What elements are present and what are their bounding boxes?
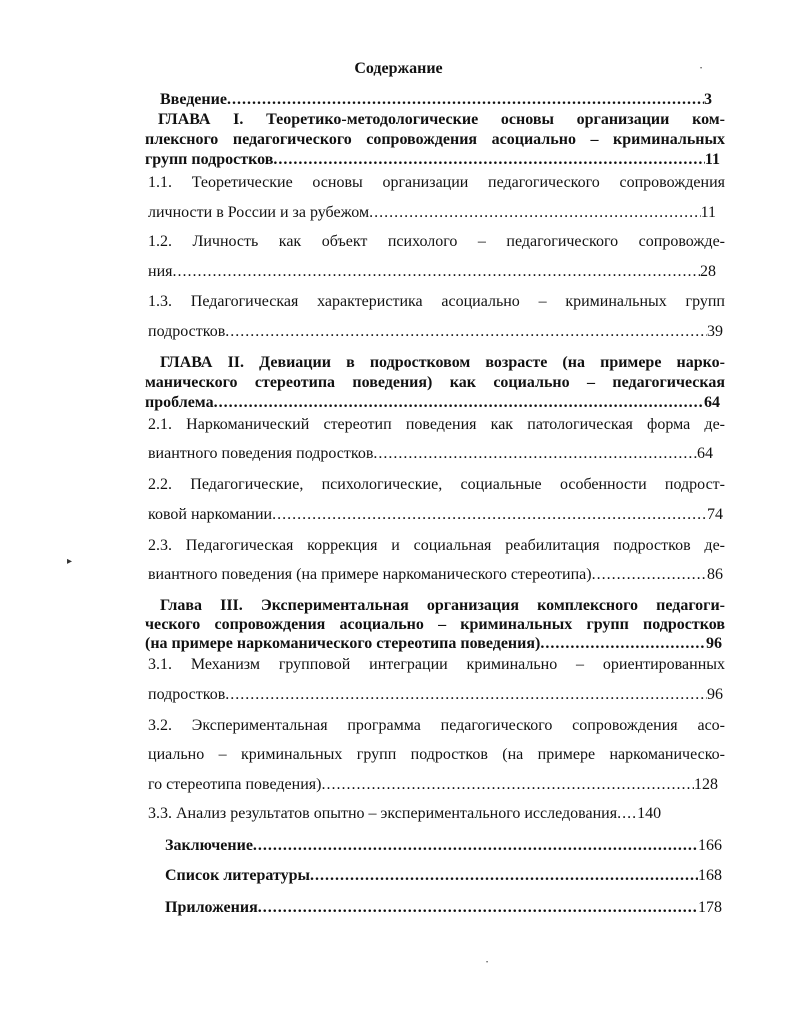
section-1-1-line-2: личности в России и за рубежом bbox=[148, 204, 370, 221]
section-1-3-last-line bbox=[148, 322, 723, 342]
conclusion-page: 166 bbox=[698, 837, 722, 854]
toc-entry-intro-label: Введение bbox=[160, 91, 227, 108]
dot-leader bbox=[310, 866, 698, 886]
dot-leader bbox=[592, 565, 707, 585]
references-label: Список литературы bbox=[165, 867, 310, 884]
chapter-1-last-line bbox=[145, 150, 720, 170]
section-2-3-line-1: 2.3. Педагогическая коррекция и социальная реабилитация подростков де- bbox=[148, 537, 725, 554]
chapter-3-line-3: (на примере наркоманического стереотипа поведения) bbox=[145, 635, 541, 652]
section-1-2-line-1: 1.2. Личность как объект психолого – педагогического сопровожде- bbox=[148, 233, 725, 250]
chapter-2-line-2: манического стереотипа поведения) как социально – педагогическая bbox=[145, 374, 725, 391]
section-2-1-line-2: виантного поведения подростков bbox=[148, 445, 374, 462]
section-2-1-page: 64 bbox=[697, 445, 713, 462]
section-3-1-page: 96 bbox=[707, 686, 723, 703]
toc-title: Содержание bbox=[354, 60, 443, 77]
chapter-2-last-line bbox=[145, 393, 720, 413]
toc-entry-references bbox=[165, 866, 722, 886]
dot-leader bbox=[540, 634, 706, 654]
section-3-3-label: 3.3. Анализ результатов опытно – экспериментального исследования bbox=[148, 805, 618, 822]
chapter-3-page: 96 bbox=[706, 635, 722, 652]
section-3-2-line-3: го стереотипа поведения) bbox=[148, 776, 322, 793]
section-1-2-last-line bbox=[148, 262, 716, 282]
chapter-3-line-2: ческого сопровождения асоциально – криминальных групп подростков bbox=[145, 616, 725, 633]
conclusion-label: Заключение bbox=[165, 837, 253, 854]
dot-leader bbox=[225, 685, 707, 705]
section-1-1-last-line bbox=[148, 203, 716, 223]
section-1-3-line-2: подростков bbox=[148, 323, 226, 340]
section-1-3-line-1: 1.3. Педагогическая характеристика асоциально – криминальных групп bbox=[148, 293, 725, 310]
dot-leader bbox=[272, 505, 707, 525]
toc-entry-appendices bbox=[165, 898, 722, 918]
scan-speck-mark: • bbox=[486, 960, 489, 966]
section-3-2-line-2: циально – криминальных групп подростков (на примере наркоманическо- bbox=[148, 746, 725, 763]
dot-leader bbox=[225, 322, 707, 342]
dot-leader bbox=[172, 262, 700, 282]
dot-leader bbox=[273, 150, 705, 170]
section-2-1-last-line bbox=[148, 444, 713, 464]
section-2-1-line-1: 2.1. Наркоманический стереотип поведения как патологическая форма де- bbox=[148, 416, 725, 433]
chapter-1-line-1: ГЛАВА I. Теоретико-методологические основы организации ком- bbox=[158, 111, 725, 128]
chapter-2-line-1: ГЛАВА II. Девиации в подростковом возрасте (на примере нарко- bbox=[160, 354, 725, 371]
toc-entry-intro-page: 3 bbox=[704, 91, 712, 108]
chapter-2-page: 64 bbox=[704, 394, 720, 411]
section-1-3-page: 39 bbox=[707, 323, 723, 340]
dot-leader bbox=[258, 898, 698, 918]
chapter-1-page: 11 bbox=[704, 151, 720, 168]
section-3-3-entry bbox=[148, 804, 715, 824]
section-1-2-line-2: ния bbox=[148, 263, 173, 280]
dot-leader bbox=[214, 393, 704, 413]
chapter-3-last-line bbox=[145, 634, 722, 654]
section-3-3-page: 140 bbox=[637, 805, 662, 822]
section-2-2-last-line bbox=[148, 505, 723, 525]
section-2-3-line-2: виантного поведения (на примере наркоманического стереотипа) bbox=[148, 566, 592, 583]
chapter-1-line-2: плексного педагогического сопровождения асоциально – криминальных bbox=[145, 131, 725, 148]
dot-leader bbox=[369, 203, 701, 223]
section-2-2-page: 74 bbox=[707, 506, 723, 523]
dot-leader bbox=[617, 804, 637, 824]
section-2-3-last-line bbox=[148, 565, 723, 585]
section-3-2-line-1: 3.2. Экспериментальная программа педагогического сопровождения асо- bbox=[148, 717, 725, 734]
dot-leader bbox=[373, 444, 697, 464]
section-1-1-page: 11 bbox=[700, 204, 716, 221]
section-2-3-page: 86 bbox=[707, 566, 723, 583]
scan-speck-mark: ▸ bbox=[67, 556, 73, 567]
section-2-2-line-2: ковой наркомании bbox=[148, 506, 273, 523]
section-2-2-line-1: 2.2. Педагогические, психологические, социальные особенности подрост- bbox=[148, 476, 725, 493]
chapter-1-line-3: групп подростков bbox=[145, 151, 274, 168]
chapter-3-line-1: Глава III. Экспериментальная организация комплексного педагоги- bbox=[160, 597, 725, 614]
appendices-page: 178 bbox=[698, 899, 722, 916]
section-3-1-line-2: подростков bbox=[148, 686, 226, 703]
section-3-1-line-1: 3.1. Механизм групповой интеграции криминально – ориентированных bbox=[148, 656, 725, 673]
dot-leader bbox=[321, 775, 694, 795]
section-1-1-line-1: 1.1. Теоретические основы организации педагогического сопровождения bbox=[148, 174, 725, 191]
toc-entry-conclusion bbox=[165, 836, 722, 856]
section-3-1-last-line bbox=[148, 685, 723, 705]
scan-speck-mark: • bbox=[700, 66, 703, 72]
dot-leader bbox=[227, 90, 704, 110]
section-3-2-page: 128 bbox=[694, 776, 718, 793]
section-3-2-last-line bbox=[148, 775, 718, 795]
dot-leader bbox=[253, 836, 698, 856]
appendices-label: Приложения bbox=[165, 899, 258, 916]
toc-entry-intro bbox=[160, 90, 712, 110]
section-1-2-page: 28 bbox=[700, 263, 716, 280]
chapter-2-line-3: проблема bbox=[145, 394, 214, 411]
references-page: 168 bbox=[698, 867, 722, 884]
